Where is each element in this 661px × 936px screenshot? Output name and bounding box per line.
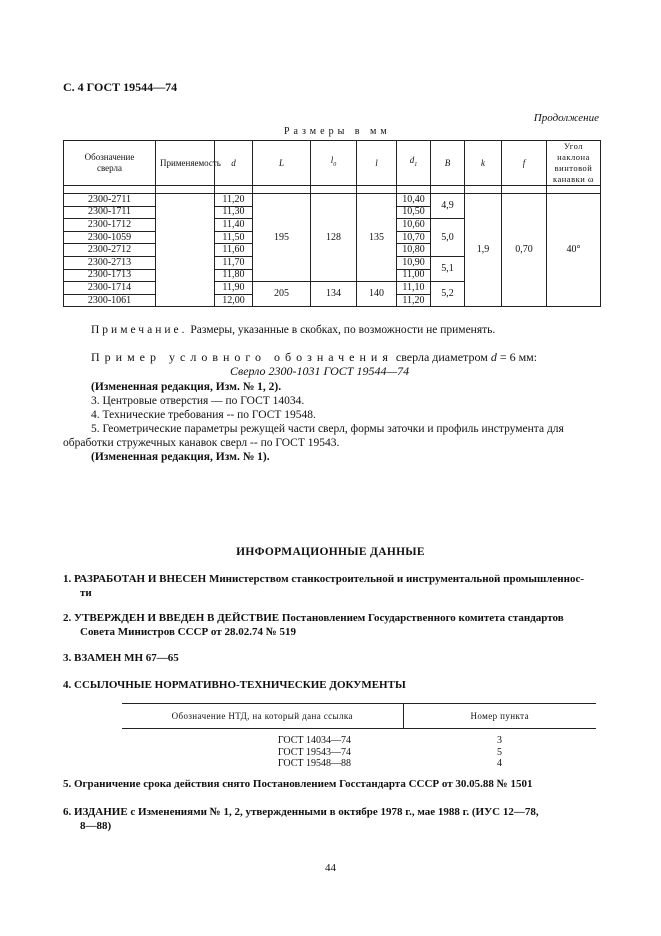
col-item-number: Номер пункта [403, 704, 596, 729]
cell-designation: 2300-2711 [64, 194, 156, 207]
example-designation: Сверло 2300-1031 ГОСТ 19544—74 [230, 364, 410, 378]
cell-d: 11,90 [215, 282, 253, 295]
table-note: Примечание. Размеры, указанные в скобках, по возможности не применять. [91, 324, 496, 336]
col-angle: Угол наклона винтовой канавки ω [547, 141, 601, 186]
cell-d1: 11,10 [397, 282, 431, 295]
cell-d1: 10,60 [397, 219, 431, 232]
cell-d: 11,80 [215, 269, 253, 282]
cell-l0: 134 [311, 282, 357, 307]
cell-designation: 2300-1711 [64, 206, 156, 219]
cell-l: 140 [357, 282, 397, 307]
cell-d1: 10,70 [397, 231, 431, 244]
para-4: 4. Технические требования -- по ГОСТ 19548. [91, 409, 316, 421]
cell-l: 135 [357, 194, 397, 282]
cell-d: 12,00 [215, 294, 253, 307]
info-item-4: 4. ССЫЛОЧНЫЕ НОРМАТИВНО-ТЕХНИЧЕСКИЕ ДОКУМЕНТЫ [63, 679, 406, 691]
cell-d1: 10,40 [397, 194, 431, 207]
info-item-6-line1: 6. ИЗДАНИЕ с Изменениями № 1, 2, утвержденными в октябре 1978 г., мае 1988 г. (ИУС 12—78, [63, 806, 539, 818]
edit-note-2: (Измененная редакция, Изм. № 1). [91, 451, 270, 463]
cell-L: 205 [253, 282, 311, 307]
col-k: k [465, 141, 502, 186]
col-applicability: Применяемость [156, 141, 215, 186]
cell-d: 11,20 [215, 194, 253, 207]
ref-item: 3 [497, 735, 502, 747]
table-row [122, 747, 596, 759]
cell-designation: 2300-1059 [64, 231, 156, 244]
col-L: L [253, 141, 311, 186]
cell-B: 5,0 [431, 219, 465, 257]
cell-designation: 2300-2712 [64, 244, 156, 257]
cell-d: 11,60 [215, 244, 253, 257]
ref-doc: ГОСТ 14034—74 [277, 735, 351, 747]
cell-d: 11,70 [215, 256, 253, 269]
para-5-line1: 5. Геометрические параметры режущей части сверл, формы заточки и профиль инструмента для [91, 423, 564, 435]
ref-item: 5 [497, 746, 502, 758]
cell-B: 5,1 [431, 256, 465, 281]
example-line: Пример условного обозначения сверла диаметром d = 6 мм: [91, 350, 538, 364]
col-d: d [215, 141, 253, 186]
cell-f: 0,70 [502, 194, 547, 307]
info-item-6-line2: 8—88) [80, 820, 112, 832]
cell-d1: 11,00 [397, 269, 431, 282]
page-header: С. 4 ГОСТ 19544—74 [63, 80, 178, 94]
cell-designation: 2300-2713 [64, 256, 156, 269]
references-table [122, 703, 596, 770]
col-ntd: Обозначение НТД, на который дана ссылка [122, 704, 403, 729]
cell-designation: 2300-1713 [64, 269, 156, 282]
ref-doc: ГОСТ 19548—88 [277, 758, 351, 770]
table-row [64, 194, 601, 207]
info-item-1-line1: 1. РАЗРАБОТАН И ВНЕСЕН Министерством станкостроительной и инструментальной промышленнос- [63, 573, 585, 585]
col-d1: $d_1$ [397, 141, 431, 186]
para-3: 3. Центровые отверстия — по ГОСТ 14034. [91, 395, 305, 407]
drill-dimensions-table [63, 140, 601, 307]
cell-d1: 10,50 [397, 206, 431, 219]
cell-d1: 10,80 [397, 244, 431, 257]
para-5-line2: обработки стружечных канавок сверл -- по ГОСТ 19543. [63, 437, 340, 449]
cell-B: 5,2 [431, 282, 465, 307]
ref-item: 4 [497, 758, 502, 770]
table-row [122, 758, 596, 770]
cell-d: 11,50 [215, 231, 253, 244]
edit-note-1: (Измененная редакция, Изм. № 1, 2). [91, 381, 282, 393]
cell-designation: 2300-1714 [64, 282, 156, 295]
cell-d: 11,40 [215, 219, 253, 232]
cell-d: 11,30 [215, 206, 253, 219]
info-item-2-line1: 2. УТВЕРЖДЕН И ВВЕДЕН В ДЕЙСТВИЕ Постановлением Государственного комитета стандартов [63, 612, 564, 624]
info-title: ИНФОРМАЦИОННЫЕ ДАННЫЕ [236, 546, 425, 558]
info-item-2-line2: Совета Министров СССР от 28.02.74 № 519 [80, 626, 296, 638]
ref-doc: ГОСТ 19543—74 [277, 746, 351, 758]
cell-d1: 10,90 [397, 256, 431, 269]
cell-angle: 40° [547, 194, 601, 307]
info-item-5: 5. Ограничение срока действия снято Постановлением Госстандарта СССР от 30.05.88 № 1501 [63, 778, 533, 790]
cell-designation: 2300-1061 [64, 294, 156, 307]
cell-d1: 11,20 [397, 294, 431, 307]
page-number: 44 [325, 862, 336, 874]
cell-l0: 128 [311, 194, 357, 282]
col-l: l [357, 141, 397, 186]
cell-B: 4,9 [431, 194, 465, 219]
col-B: B [431, 141, 465, 186]
cell-k: 1,9 [465, 194, 502, 307]
col-l0: $l_0$ [311, 141, 357, 186]
cell-applicability [156, 194, 215, 307]
info-item-1-line2: ти [80, 587, 92, 599]
col-designation: Обозначение сверла [64, 141, 156, 186]
cell-L: 195 [253, 194, 311, 282]
continuation-label: Продолжение [533, 112, 599, 124]
table-row [122, 735, 596, 747]
units-label: Размеры в мм [284, 126, 391, 137]
info-item-3: 3. ВЗАМЕН МН 67—65 [63, 652, 179, 664]
cell-designation: 2300-1712 [64, 219, 156, 232]
col-f: f [502, 141, 547, 186]
